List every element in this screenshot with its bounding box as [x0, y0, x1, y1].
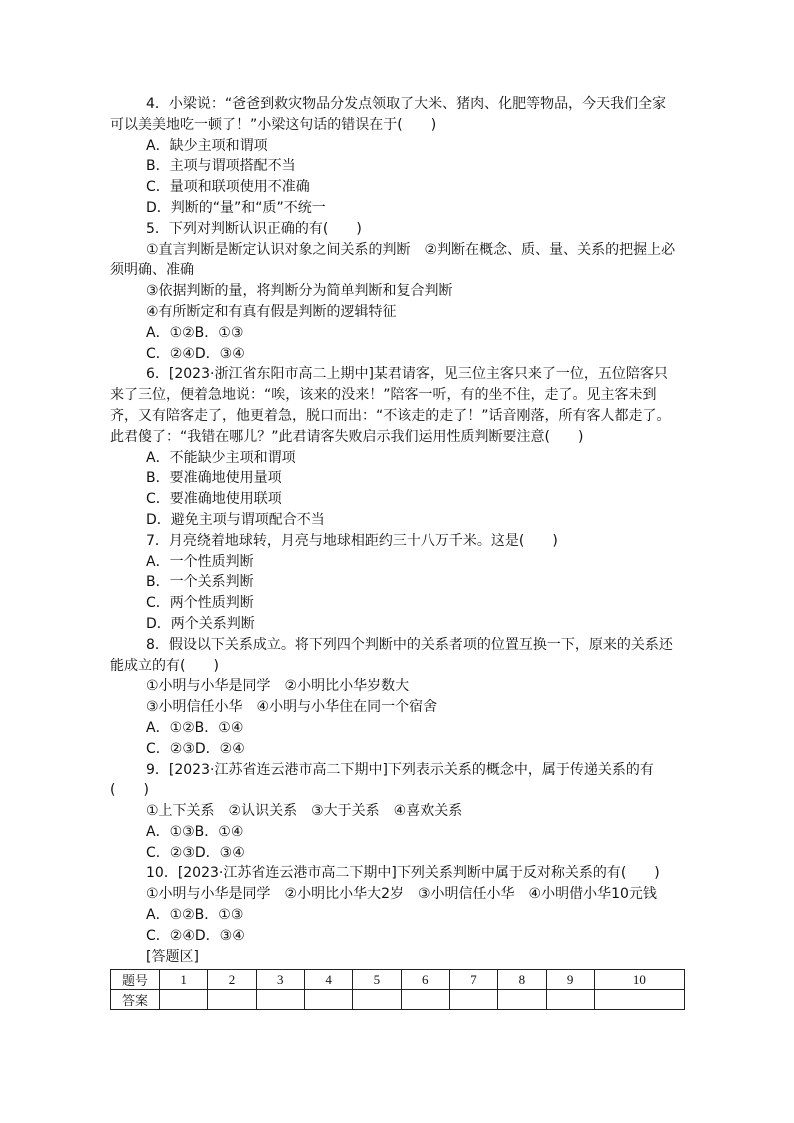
- question-stem: 8．假设以下关系成立。将下列四个判断中的关系者项的位置互换一下，原来的关系还: [146, 636, 673, 653]
- question-line: ①直言判断是断定认识对象之间关系的判断 ②判断在概念、质、量、关系的把握上必: [146, 241, 676, 258]
- question-line: C．要准确地使用联项: [146, 491, 282, 508]
- question-stem: 6．[2023·浙江省东阳市高二上期中]某君请客，见三位主客只来了一位，五位陪客只: [146, 366, 668, 383]
- answer-cell[interactable]: [594, 990, 684, 1010]
- answer-row-label: 答案: [111, 990, 160, 1010]
- question-stem: 9．[2023·江苏省连云港市高二下期中]下列表示关系的概念中，属于传递关系的有: [146, 761, 654, 778]
- question-line: ①上下关系 ②认识关系 ③大于关系 ④喜欢关系: [146, 803, 463, 820]
- question-stem: 7．月亮绕着地球转，月亮与地球相距约三十八万千米。这是( ): [146, 532, 558, 549]
- question-line: C．两个性质判断: [146, 595, 254, 612]
- question-line: C．②③D．②④: [146, 740, 245, 757]
- answer-area-title: [答题区]: [146, 948, 199, 965]
- question-number-cell: 1: [160, 970, 208, 990]
- question-number-cell: 7: [449, 970, 497, 990]
- question-block: [110, 531, 680, 635]
- question-number-cell: 8: [498, 970, 546, 990]
- question-line: B．要准确地使用量项: [146, 470, 282, 487]
- answer-table-number-row: [111, 970, 685, 990]
- question-line: C．量项和联项使用不准确: [146, 179, 310, 196]
- answer-cell[interactable]: [353, 990, 401, 1010]
- question-line: ①小明与小华是同学 ②小明比小华岁数大: [146, 678, 410, 695]
- question-stem: 4．小梁说：“爸爸到救灾物品分发点领取了大米、猪肉、化肥等物品，今天我们全家: [146, 96, 667, 112]
- number-row-label: 题号: [111, 970, 160, 990]
- question-line: D．判断的“量”和“质”不统一: [146, 199, 326, 216]
- question-line: D．避免主项与谓项配合不当: [146, 511, 325, 528]
- question-line: A．缺少主项和谓项: [146, 137, 268, 154]
- question-line: C．②③D．③④: [146, 844, 245, 861]
- question-line: ①小明与小华是同学 ②小明比小华大2岁 ③小明信任小华 ④小明借小华10元钱: [146, 886, 657, 903]
- question-line: 可以美美地吃一顿了！”小梁这句话的错误在于( ): [110, 116, 437, 133]
- question-number-cell: 2: [208, 970, 256, 990]
- question-line: A．①②B．①④: [146, 719, 244, 736]
- question-line: C．②④D．③④: [146, 927, 245, 944]
- answer-cell[interactable]: [498, 990, 546, 1010]
- question-number-cell: 4: [304, 970, 352, 990]
- question-number-cell: 6: [401, 970, 449, 990]
- question-stem: 5．下列对判断认识正确的有( ): [146, 220, 362, 237]
- question-line: D．两个关系判断: [146, 615, 255, 632]
- question-line: C．②④D．③④: [146, 345, 245, 362]
- question-line: ③依据判断的量，将判断分为简单判断和复合判断: [146, 283, 453, 300]
- question-block: [110, 863, 680, 946]
- question-line: A．①②B．①③: [146, 324, 244, 341]
- question-line: 能成立的有( ): [110, 657, 219, 674]
- question-line: 须明确、准确: [110, 262, 194, 279]
- question-line: ( ): [110, 782, 149, 799]
- question-block: [110, 219, 680, 365]
- question-line: A．①②B．①③: [146, 907, 244, 924]
- question-block: [110, 635, 680, 760]
- question-stem: 10．[2023·江苏省连云港市高二下期中]下列关系判断中属于反对称关系的有( ): [146, 865, 660, 882]
- question-block: [110, 94, 680, 219]
- question-line: A．不能缺少主项和谓项: [146, 449, 296, 466]
- answer-cell[interactable]: [401, 990, 449, 1010]
- answer-table-answer-row: [111, 990, 685, 1010]
- answer-cell[interactable]: [256, 990, 304, 1010]
- answer-cell[interactable]: [449, 990, 497, 1010]
- question-line: A．①③B．①④: [146, 823, 244, 840]
- question-block: [110, 364, 680, 530]
- question-line: ④有所断定和有真有假是判断的逻辑特征: [146, 303, 397, 320]
- question-line: A．一个性质判断: [146, 553, 254, 570]
- question-number-cell: 9: [546, 970, 594, 990]
- answer-cell[interactable]: [208, 990, 256, 1010]
- question-number-cell: 3: [256, 970, 304, 990]
- question-number-cell: 10: [594, 970, 684, 990]
- question-line: ③小明信任小华 ④小明与小华住在同一个宿舍: [146, 699, 438, 716]
- answer-table: [110, 969, 685, 1010]
- question-line: 齐，又有陪客走了，他更着急，脱口而出：“不该走的走了！”话音刚落，所有客人都走了。: [110, 407, 671, 424]
- question-block: [110, 760, 680, 864]
- question-line: 此君傻了：“我错在哪儿？”此君请客失败启示我们运用性质判断要注意( ): [110, 428, 584, 445]
- question-line: B．主项与谓项搭配不当: [146, 158, 296, 175]
- question-number-cell: 5: [353, 970, 401, 990]
- answer-cell[interactable]: [546, 990, 594, 1010]
- answer-cell[interactable]: [304, 990, 352, 1010]
- question-list: [110, 94, 680, 967]
- question-line: 来了三位，便着急地说：“唉，该来的没来！”陪客一听，有的坐不住，走了。见主客未到: [110, 387, 657, 404]
- answer-cell[interactable]: [160, 990, 208, 1010]
- question-line: B．一个关系判断: [146, 574, 254, 591]
